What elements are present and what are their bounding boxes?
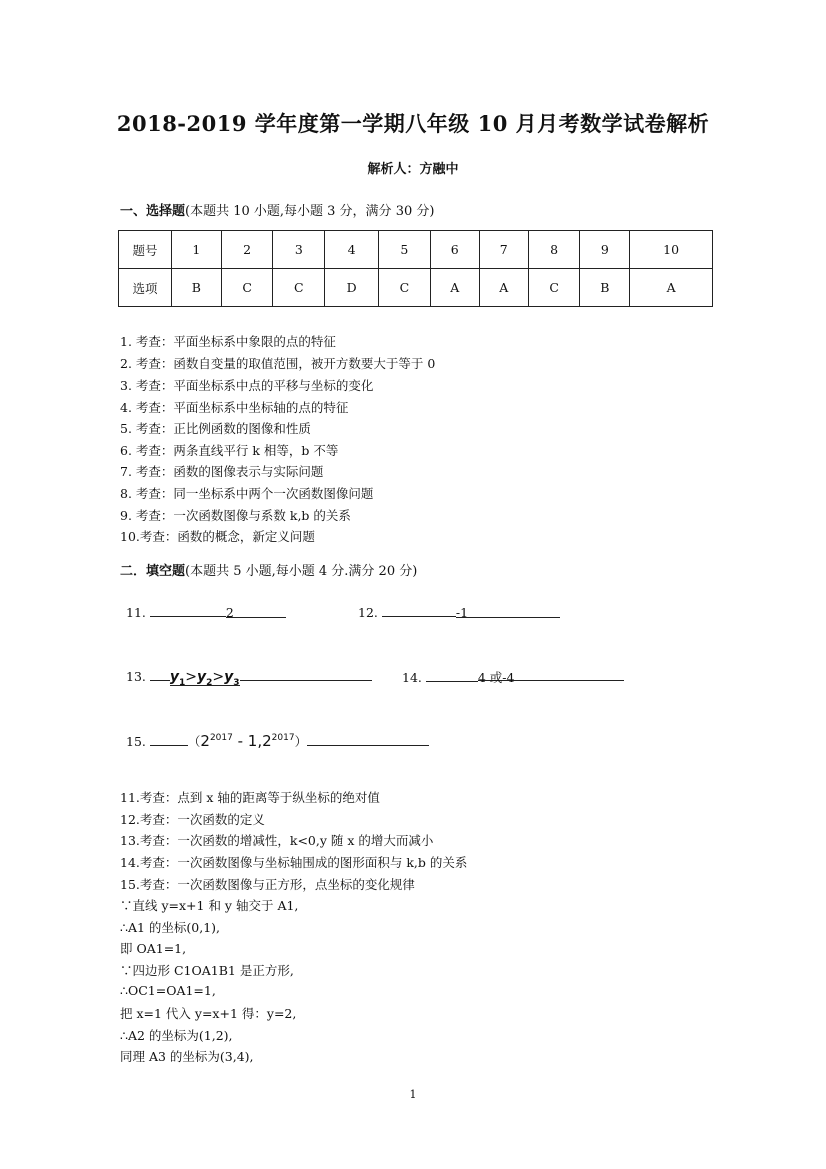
answer-value: 4 或-4 — [478, 668, 624, 681]
list-item: 把 x=1 代入 y=x+1 得：y=2, — [120, 1006, 297, 1021]
blank-line — [307, 733, 429, 746]
table-cell: 1 — [172, 231, 222, 269]
base: 2 — [200, 732, 210, 750]
table-cell: 2 — [221, 231, 273, 269]
var-y: y — [169, 669, 180, 685]
gt-sign: > — [212, 669, 225, 685]
table-cell: A — [479, 269, 528, 307]
blank-line — [382, 604, 456, 617]
paren-open: （ — [187, 734, 201, 749]
var-y: y — [197, 669, 207, 685]
paren-close: ） — [294, 734, 308, 749]
list-item: ∴A2 的坐标为(1,2), — [120, 1028, 233, 1043]
question-number: 15. — [126, 734, 146, 749]
list-item: 13.考查：一次函数的增减性，k<0,y 随 x 的增大而减小 — [120, 833, 434, 848]
list-item: 3. 考查：平面坐标系中点的平移与坐标的变化 — [120, 378, 374, 393]
page-number: 1 — [409, 1088, 417, 1101]
list-item: 14.考查：一次函数图像与坐标轴围成的图形面积与 k,b 的关系 — [120, 855, 468, 870]
answer-table — [118, 230, 713, 307]
list-item: 15.考查：一次函数图像与正方形，点坐标的变化规律 — [120, 877, 415, 892]
table-cell: C — [379, 269, 431, 307]
list-item: 10.考查：函数的概念，新定义问题 — [120, 529, 315, 544]
table-cell: C — [528, 269, 580, 307]
list-item: 12.考查：一次函数的定义 — [120, 812, 265, 827]
fill-blank-15 — [126, 732, 429, 750]
table-cell: 5 — [379, 231, 431, 269]
table-row-numbers — [119, 231, 713, 269]
subscript: 1 — [179, 677, 186, 688]
section1-title: 一、选择题 — [120, 204, 186, 219]
blank-line — [150, 604, 226, 617]
list-item: 1. 考查：平面坐标系中象限的点的特征 — [120, 334, 336, 349]
blank-line — [240, 668, 372, 681]
table-cell: 10 — [630, 231, 713, 269]
page-title: 2018-2019 学年度第一学期八年级 10 月月考数学试卷解析 — [116, 111, 710, 136]
list-item: 8. 考查：同一坐标系中两个一次函数图像问题 — [120, 486, 374, 501]
question-number: 14. — [402, 670, 422, 685]
question-number: 11. — [126, 605, 146, 620]
list-item: 7. 考查：函数的图像表示与实际问题 — [120, 464, 324, 479]
answer-value: 2 — [226, 605, 286, 618]
list-item: 5. 考查：正比例函数的图像和性质 — [120, 421, 311, 436]
fill-blank-13 — [126, 668, 372, 688]
fill-blank-11 — [126, 604, 286, 620]
list-item: ∴OC1=OA1=1, — [120, 983, 216, 998]
answer-value: -1 — [456, 605, 560, 618]
table-cell: D — [325, 269, 379, 307]
table-cell: 8 — [528, 231, 580, 269]
table-cell: 3 — [273, 231, 325, 269]
table-cell: B — [172, 269, 222, 307]
author-line: 解析人：方融中 — [367, 162, 459, 177]
gt-sign: > — [185, 669, 198, 685]
question-number: 13. — [126, 669, 146, 684]
blank-line — [426, 669, 478, 682]
section2-heading — [120, 560, 417, 579]
list-item: 9. 考查：一次函数图像与系数 k,b 的关系 — [120, 508, 351, 523]
table-cell: C — [221, 269, 273, 307]
list-item: 4. 考查：平面坐标系中坐标轴的点的特征 — [120, 400, 349, 415]
exponent: 2017 — [271, 733, 295, 743]
section1-note: (本题共 10 小题,每小题 3 分，满分 30 分) — [185, 204, 435, 219]
subscript: 2 — [206, 677, 213, 688]
exponent: 2017 — [209, 733, 233, 743]
fill-blank-12 — [358, 604, 560, 620]
answer-expression — [170, 669, 240, 686]
answer-header: 选项 — [119, 269, 172, 307]
table-cell: B — [580, 269, 630, 307]
fill-blank-14 — [402, 668, 624, 685]
section2-note: (本题共 5 小题,每小题 4 分.满分 20 分) — [185, 564, 418, 579]
var-y: y — [224, 669, 234, 685]
list-item: 即 OA1=1, — [120, 941, 187, 956]
table-cell: 7 — [479, 231, 528, 269]
list-item: ∵四边形 C1OA1B1 是正方形, — [120, 963, 294, 978]
row-header: 题号 — [119, 231, 172, 269]
section2-title: 二．填空题 — [120, 564, 186, 579]
table-cell: A — [430, 269, 479, 307]
question-number: 12. — [358, 605, 378, 620]
table-cell: A — [630, 269, 713, 307]
blank-line — [150, 668, 170, 681]
base: 2 — [262, 732, 272, 750]
list-item: ∵直线 y=x+1 和 y 轴交于 A1, — [120, 898, 299, 913]
list-item: 6. 考查：两条直线平行 k 相等，b 不等 — [120, 443, 339, 458]
answer-expression — [200, 732, 294, 750]
list-item: 11.考查：点到 x 轴的距离等于纵坐标的绝对值 — [120, 790, 380, 805]
table-row-answers — [119, 269, 713, 307]
subscript: 3 — [233, 677, 240, 688]
table-cell: C — [273, 269, 325, 307]
list-item: 同理 A3 的坐标为(3,4), — [120, 1049, 254, 1064]
minus-sep: - 1, — [232, 732, 263, 750]
blank-line — [150, 733, 188, 746]
list-item: 2. 考查：函数自变量的取值范围，被开方数要大于等于 0 — [120, 356, 436, 371]
list-item: ∴A1 的坐标(0,1), — [120, 920, 221, 935]
table-cell: 4 — [325, 231, 379, 269]
section1-heading — [120, 200, 434, 219]
table-cell: 6 — [430, 231, 479, 269]
table-cell: 9 — [580, 231, 630, 269]
